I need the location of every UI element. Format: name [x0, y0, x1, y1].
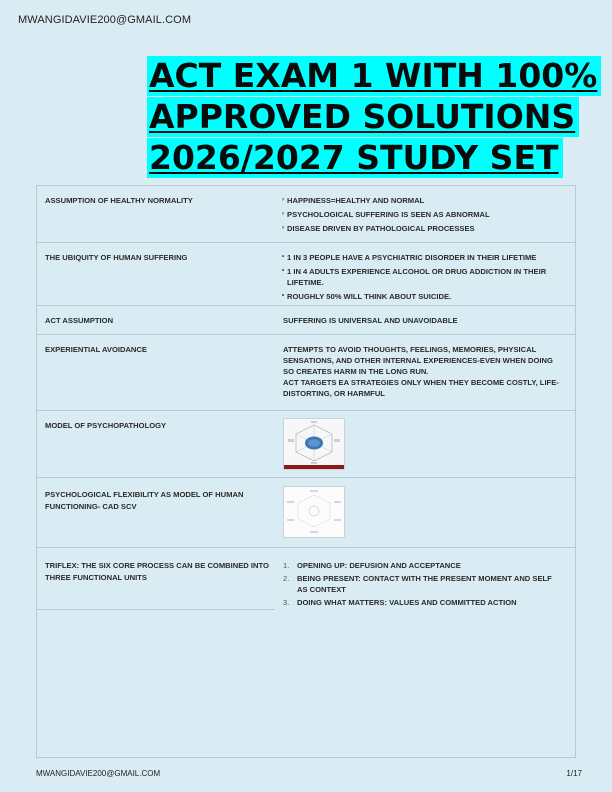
term-cell: ASSUMPTION OF HEALTHY NORMALITY — [37, 186, 275, 242]
term-cell: EXPERIENTIAL AVOIDANCE — [37, 334, 275, 410]
table-row — [37, 334, 575, 410]
list-item: › DISEASE DRIVEN BY PATHOLOGICAL PROCESSES — [282, 224, 475, 233]
list-item: › HAPPINESS=HEALTHY AND NORMAL — [282, 196, 425, 205]
list-item: 2. BEING PRESENT: CONTACT WITH THE PRESENT MOMENT AND SELF AS CONTEXT — [283, 573, 552, 594]
flashcard-table — [36, 185, 576, 758]
definition-paragraph: ATTEMPTS TO AVOID THOUGHTS, FEELINGS, MEMORIES, PHYSICAL SENSATIONS, AND OTHER INTERNAL EXPERIENCES-EVEN WHEN DOING SO CREATES HARM IN THE LONG RUN. — [283, 344, 553, 376]
list-item: › PSYCHOLOGICAL SUFFERING IS SEEN AS ABNORMAL — [282, 210, 490, 219]
definition-cell — [275, 477, 575, 547]
table-row — [37, 410, 575, 477]
term-cell: ACT ASSUMPTION — [37, 305, 275, 334]
term-cell: MODEL OF PSYCHOPATHOLOGY — [37, 410, 275, 477]
definition-cell — [275, 186, 575, 242]
list-item: • 1 IN 4 ADULTS EXPERIENCE ALCOHOL OR DRUG ADDICTION IN THEIR LIFETIME. — [282, 266, 547, 287]
list-item: • ROUGHLY 50% WILL THINK ABOUT SUICIDE. — [282, 291, 452, 301]
definition-cell — [275, 410, 575, 477]
table-row — [37, 242, 575, 305]
page-number: 1/17 — [566, 769, 582, 778]
term-cell: TRIFLEX: THE SIX CORE PROCESS CAN BE COMBINED INTO THREE FUNCTIONAL UNITS — [37, 547, 275, 610]
definition-paragraph: ACT TARGETS EA STRATEGIES ONLY WHEN THEY BECOME COSTLY, LIFE-DISTORTING, OR HARMFUL — [283, 377, 559, 398]
title-line-3: 2026/2027 STUDY SET — [147, 138, 563, 178]
header-email: MWANGIDAVIE200@GMAIL.COM — [18, 14, 192, 26]
footer-email: MWANGIDAVIE200@GMAIL.COM — [36, 769, 161, 778]
definition-cell — [275, 334, 575, 410]
title-line-1: ACT EXAM 1 WITH 100% — [147, 56, 601, 96]
table-row — [37, 186, 575, 242]
table-row — [37, 305, 575, 334]
definition-cell — [275, 547, 575, 610]
table-row — [37, 477, 575, 547]
term-cell: PSYCHOLOGICAL FLEXIBILITY AS MODEL OF HUMAN FUNCTIONING- CAD SCV — [37, 477, 275, 547]
definition-cell — [275, 242, 575, 305]
title-line-2: APPROVED SOLUTIONS — [147, 97, 579, 137]
flexibility-diagram-thumbnail — [283, 486, 345, 538]
term-cell: THE UBIQUITY OF HUMAN SUFFERING — [37, 242, 275, 305]
list-item: 3. DOING WHAT MATTERS: VALUES AND COMMITTED ACTION — [283, 597, 517, 607]
definition-cell: SUFFERING IS UNIVERSAL AND UNAVOIDABLE — [275, 305, 575, 334]
list-item: 1. OPENING UP: DEFUSION AND ACCEPTANCE — [283, 560, 461, 570]
list-item: • 1 IN 3 PEOPLE HAVE A PSYCHIATRIC DISORDER IN THEIR LIFETIME — [282, 252, 537, 262]
document-title — [147, 56, 598, 179]
psychopathology-diagram-thumbnail — [283, 418, 345, 470]
table-row — [37, 547, 575, 610]
